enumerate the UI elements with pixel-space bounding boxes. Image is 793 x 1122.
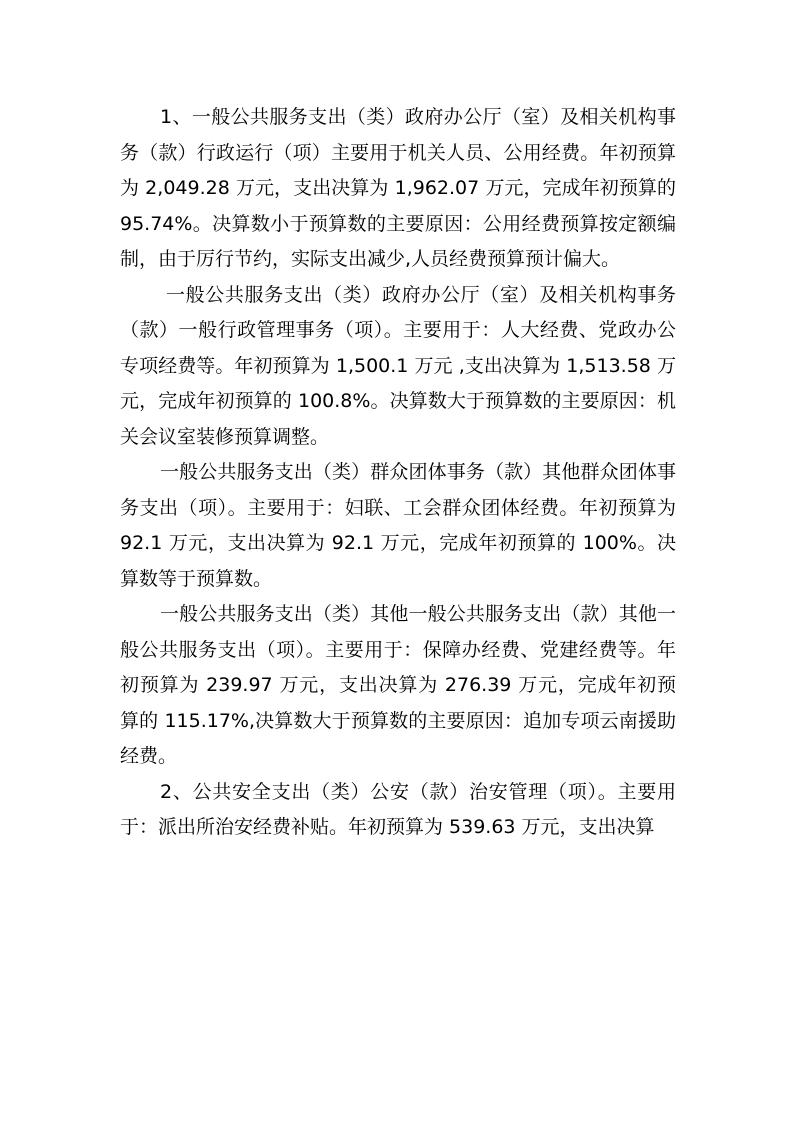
paragraph-mass-organizations: 一般公共服务支出（类）群众团体事务（款）其他群众团体事务支出（项）。主要用于：妇联、工会群众团体经费。年初预算为 92.1 万元，支出决算为 92.1 万元，完成年初预算的 100%。决算数等于预算数。 (120, 461, 676, 590)
document-body (120, 100, 676, 846)
paragraph-other-public-services: 一般公共服务支出（类）其他一般公共服务支出（款）其他一般公共服务支出（项）。主要用于：保障办经费、党建经费等。年初预算为 239.97 万元，支出决算为 276.39 万元，完成年初预算的 115.17%,决算数大于预算数的主要原因：追加专项云南援助经费。 (120, 603, 676, 767)
paragraph-public-security: 2、公共安全支出（类）公安（款）治安管理（项）。主要用于：派出所治安经费补贴。年初预算为 539.63 万元，支出决算 (120, 780, 676, 838)
paragraph-general-admin-operation: 1、一般公共服务支出（类）政府办公厅（室）及相关机构事务（款）行政运行（项）主要用于机关人员、公用经费。年初预算为 2,049.28 万元，支出决算为 1,962.07 万元，完成年初预算的 95.74%。决算数小于预算数的主要原因：公用经费预算按定额编制，由于厉行节约，实际支出减少,人员经费预算预计偏大。 (120, 106, 676, 270)
paragraph-general-admin-affairs: 一般公共服务支出（类）政府办公厅（室）及相关机构事务（款）一般行政管理事务（项）。主要用于：人大经费、党政办公专项经费等。年初预算为 1,500.1 万元 ,支出决算为 1,513.58 万元，完成年初预算的 100.8%。决算数大于预算数的主要原因：机关会议室装修预算调整。 (120, 283, 676, 448)
